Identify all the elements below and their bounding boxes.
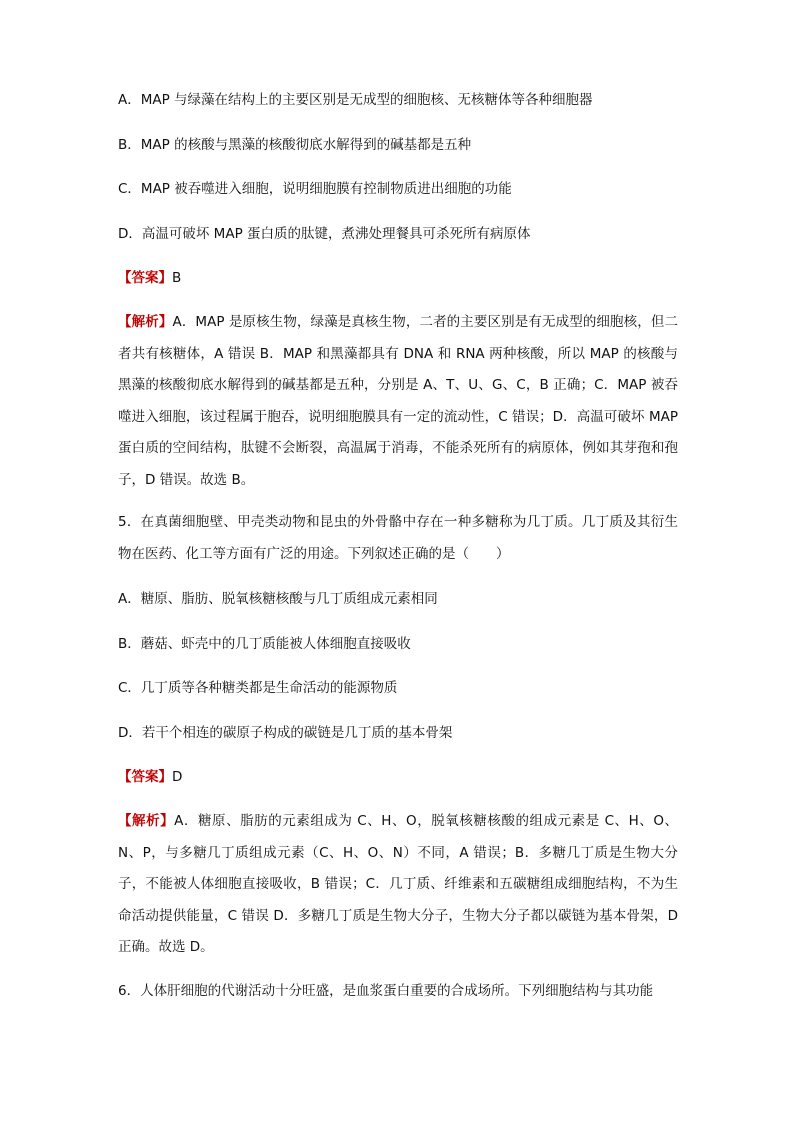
q4-analysis — [118, 307, 678, 496]
answer-value: D — [172, 769, 183, 785]
answer-tag: 【答案】 — [118, 270, 172, 286]
analysis-text: A．MAP 是原核生物，绿藻是真核生物，二者的主要区别是有无成型的细胞核，但二者共有核糖体，A 错误 B．MAP 和黑藻都具有 DNA 和 RNA 两种核酸，所以 MAP 的核酸与黑藻的核酸彻底水解得到的碱基都是五种，分别是 A、T、U、G、C，B 正确；C．MAP 被吞噬进入细胞，该过程属于胞吞，说明细胞膜具有一定的流动性，C 错误；D．高温可破坏 MAP 蛋白质的空间结构，肽键不会断裂，高温属于消毒，不能杀死所有的病原体，例如其芽孢和孢子，D 错误。故选 B。 — [118, 314, 679, 488]
q5-answer — [118, 767, 678, 787]
q5-option-a: A．糖原、脂肪、脱氧核糖核酸与几丁质组成元素相同 — [118, 591, 438, 607]
q4-option-b: B．MAP 的核酸与黑藻的核酸彻底水解得到的碱基都是五种 — [118, 137, 472, 153]
q4-option-a: A．MAP 与绿藻在结构上的主要区别是无成型的细胞核、无核糖体等各种细胞器 — [118, 92, 593, 108]
q4-option-c: C．MAP 被吞噬进入细胞，说明细胞膜有控制物质进出细胞的功能 — [118, 181, 512, 197]
analysis-text: A．糖原、脂肪的元素组成为 C、H、O，脱氧核糖核酸的组成元素是 C、H、O、N、P，与多糖几丁质组成元素（C、H、O、N）不同，A 错误；B．多糖几丁质是生物大分子，不能被人体细胞直接吸收，B 错误；C．几丁质、纤维素和五碳糖组成细胞结构，不为生命活动提供能量，C 错误 D．多糖几丁质是生物大分子，生物大分子都以碳链为基本骨架，D 正确。故选 D。 — [118, 813, 678, 955]
q5-analysis — [118, 806, 678, 964]
answer-value: B — [172, 270, 182, 286]
q5-option-b: B．蘑菇、虾壳中的几丁质能被人体细胞直接吸收 — [118, 636, 411, 652]
q4-answer — [118, 268, 678, 288]
q6-stem: 6．人体肝细胞的代谢活动十分旺盛，是血浆蛋白重要的合成场所。下列细胞结构与其功能 — [118, 983, 654, 999]
analysis-tag: 【解析】 — [118, 813, 175, 829]
q4-option-d: D．高温可破坏 MAP 蛋白质的肽键，煮沸处理餐具可杀死所有病原体 — [118, 226, 531, 242]
answer-tag: 【答案】 — [118, 769, 172, 785]
q5-option-d: D．若干个相连的碳原子构成的碳链是几丁质的基本骨架 — [118, 725, 453, 741]
analysis-tag: 【解析】 — [118, 314, 173, 330]
q5-stem: 5．在真菌细胞壁、甲壳类动物和昆虫的外骨骼中存在一种多糖称为几丁质。几丁质及其衍生物在医药、化工等方面有广泛的用途。下列叙述正确的是（ ） — [118, 514, 678, 562]
q5-option-c: C．几丁质等各种糖类都是生命活动的能源物质 — [118, 680, 398, 696]
